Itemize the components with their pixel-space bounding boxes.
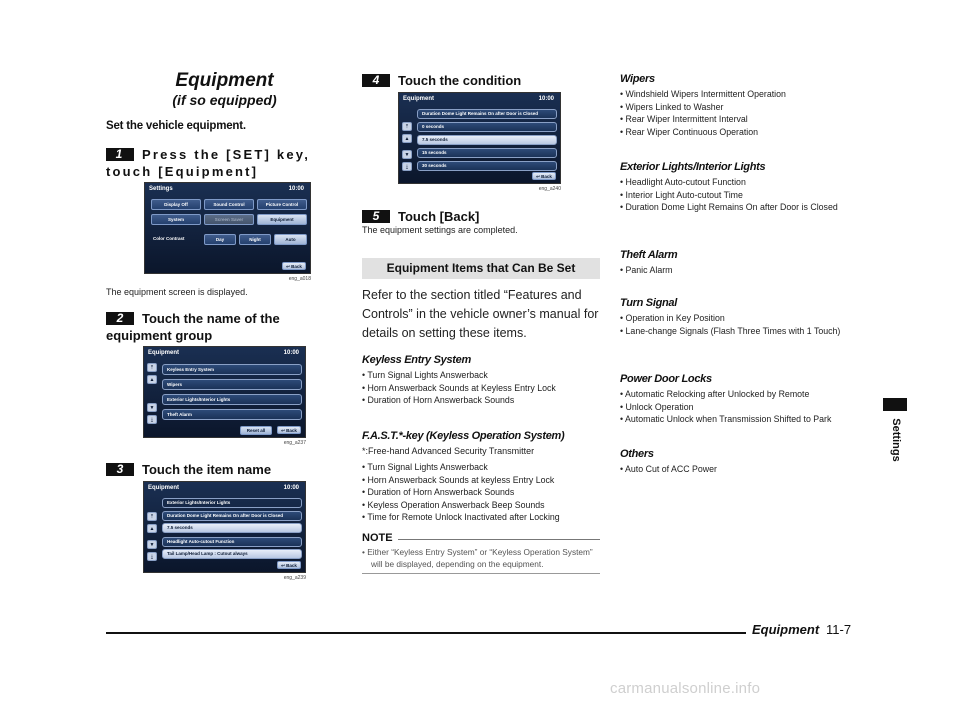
footer-rule — [106, 632, 746, 634]
list-item: • Panic Alarm — [620, 264, 858, 277]
step-5-note: The equipment settings are completed. — [362, 225, 518, 235]
step-3-badge: 3 — [106, 463, 134, 476]
note-divider — [398, 539, 600, 540]
screen-settings-header — [149, 186, 306, 195]
screen-item-back[interactable]: ↩ Back — [277, 561, 301, 569]
screen-equipment-groups — [143, 346, 306, 438]
scroll-top-icon[interactable]: ⤒ — [147, 363, 157, 372]
step-3-text: Touch the item name — [142, 462, 272, 477]
scroll-down-icon[interactable]: ▼ — [147, 403, 157, 412]
row-keyless-entry[interactable]: Keyless Entry System — [162, 364, 302, 375]
screen-cond-back[interactable]: ↩ Back — [532, 172, 556, 180]
list-item: • Unlock Operation — [620, 401, 858, 414]
list-item: • Rear Wiper Continuous Operation — [620, 126, 858, 139]
group-title-keyless: Keyless Entry System — [362, 354, 471, 366]
screen-item-name — [143, 481, 306, 573]
scroll-bottom-icon[interactable]: ⤓ — [147, 415, 157, 424]
item-group-label: Exterior Lights/Interior Lights — [162, 498, 302, 508]
note-label: NOTE — [362, 532, 393, 544]
list-item: • Duration Dome Light Remains On after Door is Closed — [620, 201, 858, 214]
list-item: • Duration of Horn Answerback Sounds — [362, 394, 600, 407]
btn-auto[interactable]: Auto — [274, 234, 307, 245]
cond-option-30s[interactable]: 30 seconds — [417, 161, 557, 171]
caption-step-1: eng_a018 — [288, 276, 311, 282]
step-2 — [106, 310, 343, 344]
btn-night[interactable]: Night — [239, 234, 271, 245]
list-item: • Lane-change Signals (Flash Three Times with 1 Touch) — [620, 325, 858, 338]
step-1-badge: 1 — [106, 148, 134, 161]
list-item: • Horn Answerback Sounds at keyless Entry Lock — [362, 474, 600, 487]
step-1-note: The equipment screen is displayed. — [106, 287, 248, 297]
btn-screen-saver[interactable]: Screen Saver — [204, 214, 254, 225]
screen-item-header — [148, 485, 301, 494]
screen-cond-header — [403, 96, 556, 105]
list-item: • Automatic Unlock when Transmission Shifted to Park — [620, 413, 858, 426]
caption-step-3: eng_a239 — [283, 575, 306, 581]
list-item: • Interior Light Auto-cutout Time — [620, 189, 858, 202]
group-title-wipers: Wipers — [620, 73, 655, 85]
footer-page-number: 11-7 — [826, 622, 852, 637]
items-section-heading: Equipment Items that Can Be Set — [362, 258, 600, 279]
screen-groups-back-label: Back — [286, 428, 297, 433]
screen-item-title: Equipment — [148, 485, 179, 491]
row-exterior-lights[interactable]: Exterior Lights/Interior Lights — [162, 394, 302, 405]
cond-option-15s[interactable]: 15 seconds — [417, 148, 557, 158]
btn-reset-all[interactable]: Reset all — [240, 426, 272, 435]
step-5-text: Touch [Back] — [398, 209, 480, 224]
section-side-label: Settings — [890, 418, 902, 462]
group-list-theft — [620, 264, 858, 277]
cond-option-7-5s[interactable]: 7.5 seconds — [417, 135, 557, 145]
screen-item-time: 10:00 — [283, 485, 299, 491]
watermark-text: carmanualsonline.info — [610, 680, 761, 697]
list-item: • Operation in Key Position — [620, 312, 858, 325]
step-3 — [106, 461, 343, 478]
caption-step-4: eng_a240 — [538, 186, 561, 192]
item-scroll-up-icon[interactable]: ▲ — [147, 524, 157, 533]
group-title-lights: Exterior Lights/Interior Lights — [620, 161, 766, 173]
list-item: • Automatic Relocking after Unlocked by Remote — [620, 388, 858, 401]
footer-title: Equipment — [752, 622, 820, 637]
screen-settings-time: 10:00 — [288, 186, 304, 192]
page-subtitle: (if so equipped) — [172, 92, 277, 108]
label-color-contrast: Color Contrast — [153, 236, 185, 241]
row-wipers[interactable]: Wipers — [162, 379, 302, 390]
btn-day[interactable]: Day — [204, 234, 236, 245]
item-row-headlight-value: Tail Lamp/Head Lamp : Cutout always — [162, 549, 302, 559]
item-row-dome-light[interactable]: Duration Dome Light Remains On after Door is Closed — [162, 511, 302, 521]
group-list-others — [620, 463, 858, 476]
group-title-fast-key: F.A.S.T.*-key (Keyless Operation System) — [362, 430, 565, 442]
btn-picture-control[interactable]: Picture Control — [257, 199, 307, 210]
item-scroll-down-icon[interactable]: ▼ — [147, 540, 157, 549]
group-list-wipers — [620, 88, 858, 138]
group-footnote-fast-key: *:Free-hand Advanced Security Transmitter — [362, 446, 535, 456]
screen-settings-back-label: Back — [291, 264, 302, 269]
step-4-badge: 4 — [362, 74, 390, 87]
screen-settings — [144, 182, 311, 274]
screen-groups-back[interactable]: ↩ Back — [277, 426, 301, 434]
screen-item-back-label: Back — [286, 563, 297, 568]
group-list-turn-signal — [620, 312, 858, 337]
list-item: • Rear Wiper Intermittent Interval — [620, 113, 858, 126]
btn-system[interactable]: System — [151, 214, 201, 225]
screen-condition — [398, 92, 561, 184]
btn-equipment[interactable]: Equipment — [257, 214, 307, 225]
btn-sound-control[interactable]: Sound Control — [204, 199, 254, 210]
column-left — [106, 0, 343, 600]
screen-cond-back-label: Back — [541, 174, 552, 179]
list-item: • Windshield Wipers Intermittent Operation — [620, 88, 858, 101]
list-item: • Turn Signal Lights Answerback — [362, 369, 600, 382]
step-1-text: Press the [SET] key, touch [Equipment] — [106, 147, 311, 179]
btn-display-off[interactable]: Display Off — [151, 199, 201, 210]
list-item: • Auto Cut of ACC Power — [620, 463, 858, 476]
step-4-text: Touch the condition — [398, 73, 522, 88]
step-2-text: Touch the name of the equipment group — [106, 311, 280, 343]
screen-groups-time: 10:00 — [283, 350, 299, 356]
screen-settings-back[interactable]: ↩ Back — [282, 262, 306, 270]
cond-scroll-down-icon[interactable]: ▼ — [402, 150, 412, 159]
list-item: • Turn Signal Lights Answerback — [362, 461, 600, 474]
intro-text: Set the vehicle equipment. — [106, 120, 246, 132]
column-right — [620, 0, 860, 600]
items-section-lead: Refer to the section titled “Features and Controls” in the vehicle owner’s manual for details on setting these items. — [362, 288, 599, 340]
group-title-theft: Theft Alarm — [620, 249, 678, 261]
step-2-badge: 2 — [106, 312, 134, 325]
group-list-door-locks — [620, 388, 858, 426]
note-list — [362, 547, 600, 570]
cond-scroll-top-icon[interactable]: ⤒ — [402, 122, 412, 131]
screen-settings-title: Settings — [149, 186, 173, 192]
scroll-up-icon[interactable]: ▲ — [147, 375, 157, 384]
cond-header-row: Duration Dome Light Remains On after Door is Closed — [417, 109, 557, 119]
list-item: • Duration of Horn Answerback Sounds — [362, 486, 600, 499]
list-item: • Horn Answerback Sounds at Keyless Entry Lock — [362, 382, 600, 395]
step-4 — [362, 72, 600, 89]
cond-option-0s[interactable]: 0 seconds — [417, 122, 557, 132]
list-item: • Keyless Operation Answerback Beep Sounds — [362, 499, 600, 512]
group-title-door-locks: Power Door Locks — [620, 373, 712, 385]
list-item: • Time for Remote Unlock Inactivated after Locking — [362, 511, 600, 524]
group-list-lights — [620, 176, 858, 214]
row-theft-alarm[interactable]: Theft Alarm — [162, 409, 302, 420]
screen-cond-time: 10:00 — [538, 96, 554, 102]
step-1 — [106, 146, 343, 180]
group-title-others: Others — [620, 448, 654, 460]
step-5-badge: 5 — [362, 210, 390, 223]
column-middle — [362, 0, 600, 600]
group-list-keyless — [362, 369, 600, 407]
note-bottom-divider — [362, 573, 600, 574]
note-text: • Either “Keyless Entry System” or “Keyless Operation System” will be displayed, depending on the equipment. — [362, 547, 600, 570]
list-item: • Wipers Linked to Washer — [620, 101, 858, 114]
item-row-headlight[interactable]: Headlight Auto-cutout Function — [162, 537, 302, 547]
cond-scroll-up-icon[interactable]: ▲ — [402, 134, 412, 143]
item-scroll-bottom-icon[interactable]: ⤓ — [147, 552, 157, 561]
page-title: Equipment — [175, 70, 274, 91]
cond-scroll-bottom-icon[interactable]: ⤓ — [402, 162, 412, 171]
item-row-dome-value: 7.5 seconds — [162, 523, 302, 533]
group-title-turn-signal: Turn Signal — [620, 297, 678, 309]
item-scroll-top-icon[interactable]: ⤒ — [147, 512, 157, 521]
screen-groups-header — [148, 350, 301, 359]
screen-groups-title: Equipment — [148, 350, 179, 356]
caption-step-2: eng_a237 — [283, 440, 306, 446]
step-5 — [362, 208, 600, 225]
group-list-fast-key — [362, 461, 600, 524]
list-item: • Headlight Auto-cutout Function — [620, 176, 858, 189]
screen-cond-title: Equipment — [403, 96, 434, 102]
